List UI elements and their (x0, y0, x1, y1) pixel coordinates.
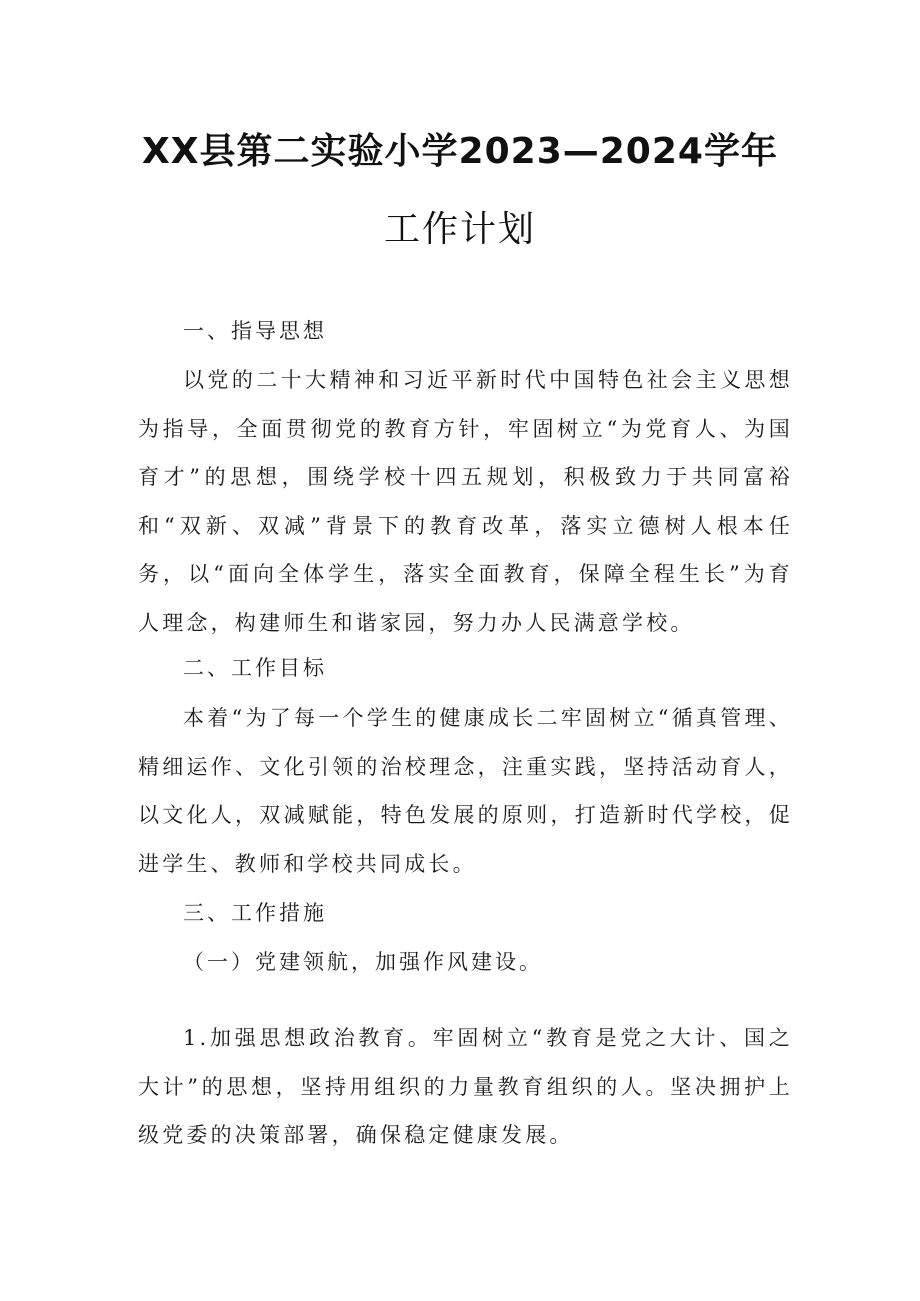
document-title-line2: 工作计划 (383, 209, 536, 250)
subsection-heading-party-building: （一）党建领航，加强作风建设。 (183, 950, 543, 974)
section-heading-guiding-ideology: 一、指导思想 (183, 319, 327, 343)
section-heading-work-measures: 三、工作措施 (183, 901, 327, 925)
list-item-political-education: 1.加强思想政治教育。牢固树立“教育是党之大计、国之大计”的思想，坚持用组织的力量教育组织的人。坚决拥护上级党委的决策部署，确保稳定健康发展。 (138, 1026, 793, 1147)
document-title-line1: XX县第二实验小学2023—2024学年 (142, 131, 778, 172)
section-heading-work-goals: 二、工作目标 (183, 656, 327, 680)
section-body-guiding-ideology: 以党的二十大精神和习近平新时代中国特色社会主义思想为指导，全面贯彻党的教育方针，牢固树立“为党育人、为国育才”的思想，围绕学校十四五规划，积极致力于共同富裕和“双新、双减”背景下的教育改革，落实立德树人根本任务，以“面向全体学生，落实全面教育，保障全程生长”为育人理念，构建师生和谐家园，努力办人民满意学校。 (138, 368, 793, 635)
section-body-work-goals: 本着“为了每一个学生的健康成长二牢固树立“循真管理、精细运作、文化引领的治校理念，注重实践，坚持活动育人，以文化人，双减赋能，特色发展的原则，打造新时代学校，促进学生、教师和学校共同成长。 (138, 706, 793, 876)
